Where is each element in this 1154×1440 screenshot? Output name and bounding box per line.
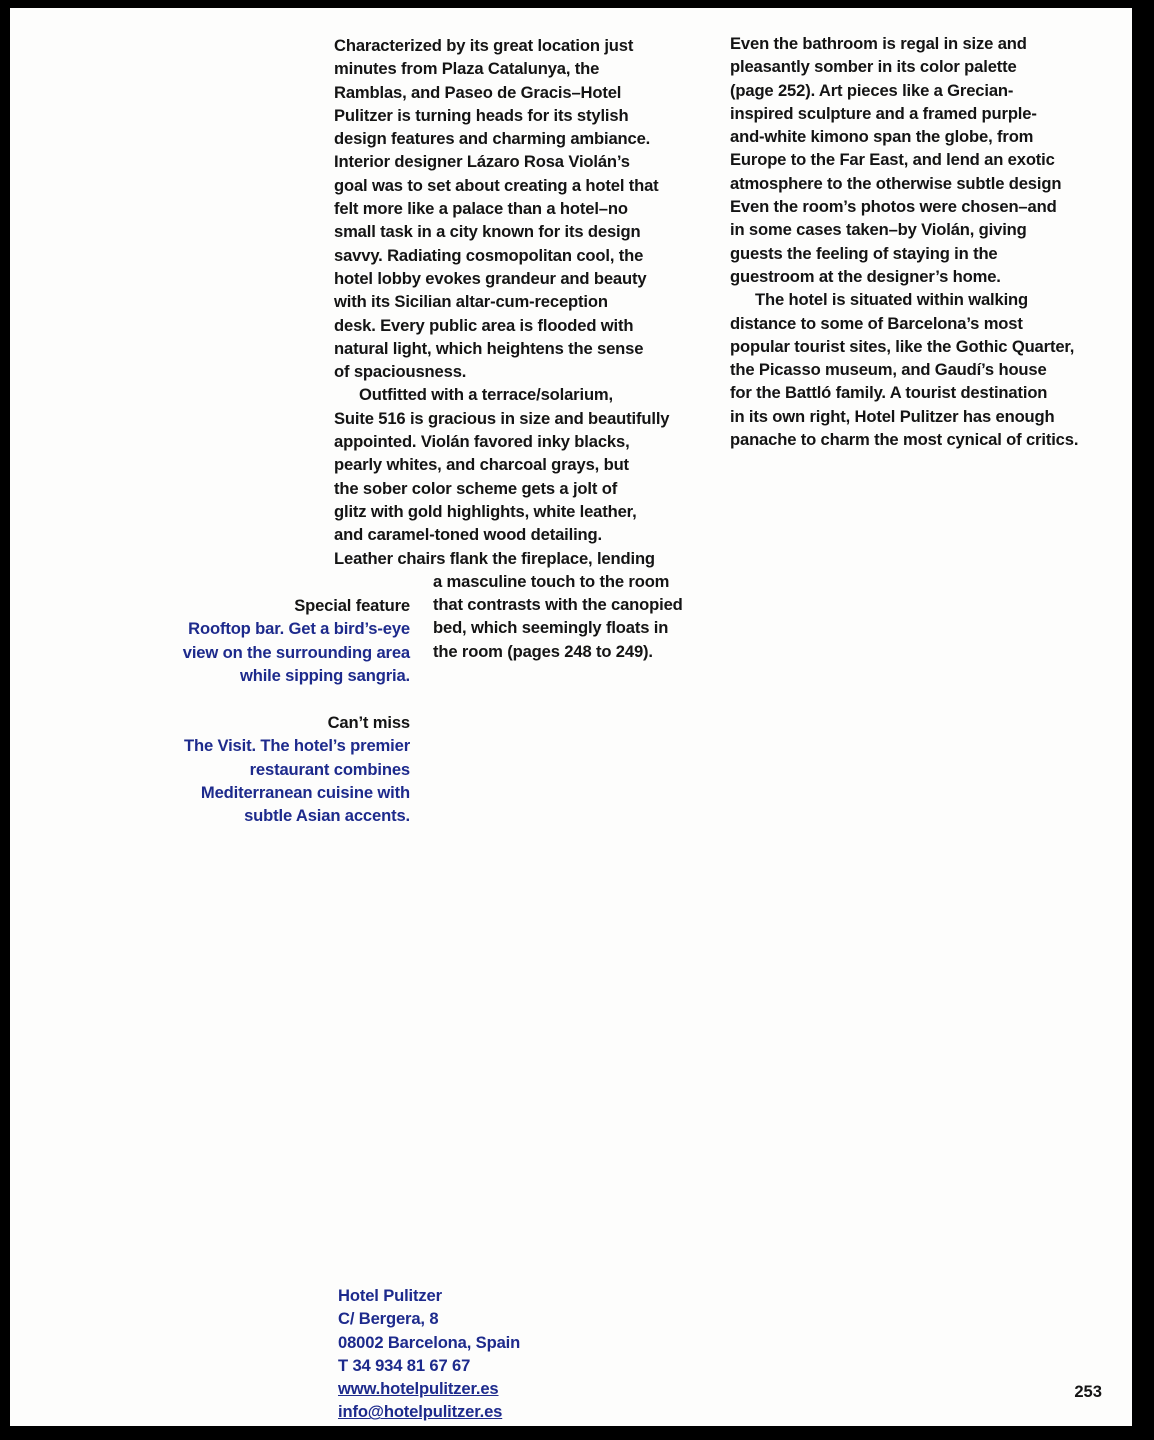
hotel-address-block bbox=[338, 1284, 520, 1424]
cant-miss-line: Mediterranean cuisine with bbox=[200, 782, 410, 802]
hotel-name: Hotel Pulitzer bbox=[338, 1286, 442, 1305]
text-line: Suite 516 is gracious in size and beautifully bbox=[334, 408, 670, 428]
special-feature-line: Rooftop bar. Get a bird’s-eye bbox=[188, 619, 410, 639]
text-line: that contrasts with the canopied bbox=[433, 595, 683, 615]
text-line: and-white kimono span the globe, from bbox=[730, 127, 1034, 147]
text-line: with its Sicilian altar-cum-reception bbox=[334, 292, 608, 312]
text-line: Even the room’s photos were chosen–and bbox=[730, 197, 1057, 217]
cant-miss-line: The Visit. The hotel’s premier bbox=[183, 736, 410, 756]
text-line: goal was to set about creating a hotel that bbox=[334, 175, 659, 195]
cant-miss-line: subtle Asian accents. bbox=[244, 806, 410, 826]
text-line: desk. Every public area is flooded with bbox=[334, 315, 634, 335]
text-line: popular tourist sites, like the Gothic Quarter, bbox=[730, 336, 1075, 356]
text-line: in its own right, Hotel Pulitzer has enough bbox=[730, 406, 1055, 426]
text-line: panache to charm the most cynical of critics. bbox=[730, 430, 1079, 450]
text-line: of spaciousness. bbox=[334, 362, 467, 382]
special-feature-line: while sipping sangria. bbox=[239, 665, 410, 685]
text-line: hotel lobby evokes grandeur and beauty bbox=[334, 268, 647, 288]
special-feature-box bbox=[110, 594, 410, 687]
text-line: and caramel-toned wood detailing. bbox=[334, 525, 602, 545]
magazine-page bbox=[10, 8, 1132, 1426]
text-line: for the Battló family. A tourist destination bbox=[730, 383, 1048, 403]
text-line: natural light, which heightens the sense bbox=[334, 338, 644, 358]
city-address: 08002 Barcelona, Spain bbox=[338, 1332, 521, 1352]
cant-miss-line: restaurant combines bbox=[249, 759, 410, 779]
text-line: Pulitzer is turning heads for its stylish bbox=[334, 105, 629, 125]
article-column-left bbox=[334, 34, 683, 663]
text-line: Ramblas, and Paseo de Gracis–Hotel bbox=[334, 82, 622, 102]
text-line: Interior designer Lázaro Rosa Violán’s bbox=[334, 152, 630, 172]
text-line: The hotel is situated within walking bbox=[755, 290, 1029, 310]
text-line: distance to some of Barcelona’s most bbox=[730, 313, 1023, 333]
text-line: the room (pages 248 to 249). bbox=[433, 641, 653, 661]
text-line: pleasantly somber in its color palette bbox=[730, 57, 1017, 77]
text-line: minutes from Plaza Catalunya, the bbox=[334, 59, 600, 79]
text-line: Even the bathroom is regal in size and bbox=[730, 34, 1027, 53]
text-line: guestroom at the designer’s home. bbox=[730, 266, 1001, 286]
text-line: the sober color scheme gets a jolt of bbox=[334, 478, 618, 498]
page-number: 253 bbox=[1074, 1382, 1102, 1401]
text-line: inspired sculpture and a framed purple- bbox=[730, 103, 1037, 123]
cant-miss-heading: Can’t miss bbox=[327, 713, 410, 732]
text-line: a masculine touch to the room bbox=[433, 571, 670, 591]
text-line: Characterized by its great location just bbox=[334, 36, 634, 55]
text-line: Leather chairs flank the fireplace, lending bbox=[334, 548, 655, 568]
text-line: appointed. Violán favored inky blacks, bbox=[334, 432, 630, 452]
text-line: pearly whites, and charcoal grays, but bbox=[334, 455, 629, 475]
text-line: Outfitted with a terrace/solarium, bbox=[359, 385, 613, 405]
special-feature-line: view on the surrounding area bbox=[182, 642, 410, 662]
text-line: the Picasso museum, and Gaudí’s house bbox=[730, 360, 1047, 380]
text-line: savvy. Radiating cosmopolitan cool, the bbox=[334, 245, 644, 265]
street-address: C/ Bergera, 8 bbox=[338, 1309, 439, 1329]
phone-number: T 34 934 81 67 67 bbox=[338, 1355, 471, 1375]
text-line: atmosphere to the otherwise subtle design bbox=[730, 173, 1062, 193]
text-line: small task in a city known for its design bbox=[334, 222, 641, 242]
cant-miss-box bbox=[110, 711, 410, 827]
email-link[interactable]: info@hotelpulitzer.es bbox=[338, 1402, 503, 1422]
text-line: felt more like a palace than a hotel–no bbox=[334, 199, 628, 219]
text-line: bed, which seemingly floats in bbox=[433, 618, 669, 638]
text-line: glitz with gold highlights, white leather, bbox=[334, 501, 637, 521]
text-line: guests the feeling of staying in the bbox=[730, 243, 998, 263]
article-column-right bbox=[730, 32, 1078, 451]
text-line: design features and charming ambiance. bbox=[334, 129, 651, 149]
text-line: Europe to the Far East, and lend an exotic bbox=[730, 150, 1055, 170]
website-link[interactable]: www.hotelpulitzer.es bbox=[338, 1379, 499, 1399]
text-line: in some cases taken–by Violán, giving bbox=[730, 220, 1027, 240]
text-line: (page 252). Art pieces like a Grecian- bbox=[730, 80, 1014, 100]
special-feature-heading: Special feature bbox=[294, 596, 410, 615]
